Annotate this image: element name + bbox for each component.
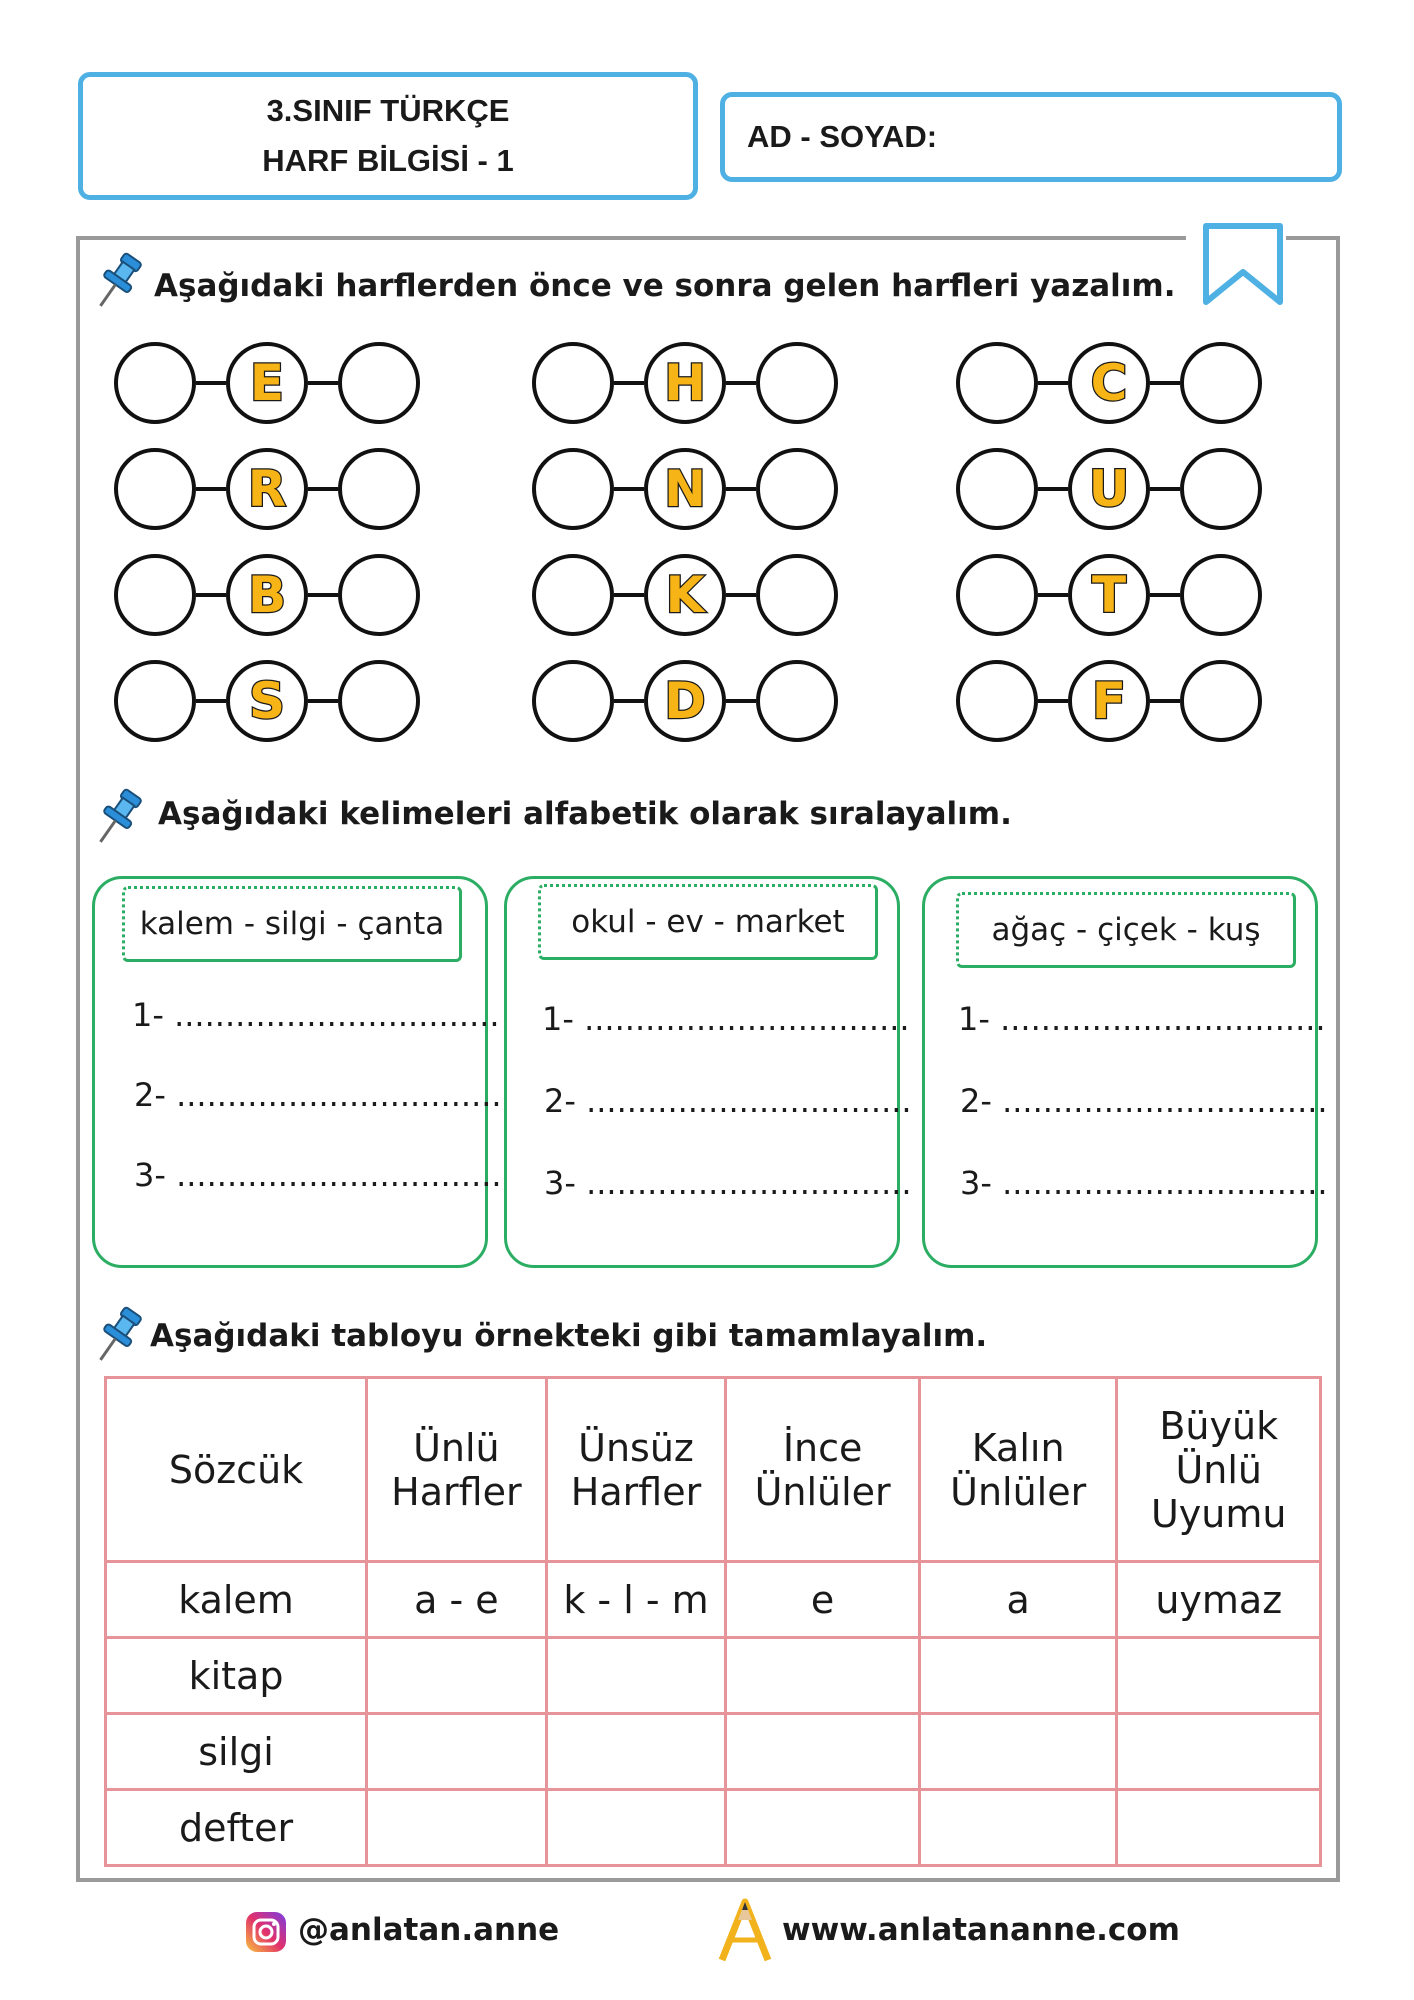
chain-link [614, 593, 644, 597]
given-letter: U [1088, 460, 1130, 518]
answer-cell[interactable] [726, 1714, 920, 1790]
chain-link [1038, 487, 1068, 491]
answer-cell[interactable] [367, 1638, 547, 1714]
answer-circle[interactable] [956, 660, 1038, 742]
answer-cell[interactable] [726, 1638, 920, 1714]
answer-line[interactable]: 2- ................................ [960, 1082, 1328, 1120]
header-cell: Ünlü Harfler [367, 1378, 547, 1562]
answer-circle[interactable] [532, 554, 614, 636]
chain-link [614, 699, 644, 703]
title-line-2: HARF BİLGİSİ - 1 [262, 143, 514, 178]
chain-link [1038, 593, 1068, 597]
chain-link [726, 699, 756, 703]
answer-circle[interactable] [1180, 554, 1262, 636]
word-cell: kitap [106, 1638, 367, 1714]
answer-line[interactable]: 3- ................................ [544, 1164, 912, 1202]
answer-circle[interactable] [956, 554, 1038, 636]
pencil-a-logo-icon [716, 1898, 774, 1964]
table-cell: a - e [367, 1562, 547, 1638]
title-box [78, 72, 698, 200]
word-list-1: kalem - silgi - çanta [122, 886, 462, 962]
instagram-handle[interactable]: @anlatan.anne [298, 1912, 560, 1948]
table-cell: uymaz [1117, 1562, 1321, 1638]
given-letter: R [247, 460, 287, 518]
answer-cell[interactable] [1117, 1714, 1321, 1790]
answer-circle[interactable] [338, 342, 420, 424]
chain-link [308, 487, 338, 491]
title-line-1: 3.SINIF TÜRKÇE [266, 93, 510, 128]
answer-line[interactable]: 1- ................................ [958, 1000, 1326, 1038]
letter-table [104, 1376, 1322, 1867]
header-cell: Ünsüz Harfler [546, 1378, 726, 1562]
answer-circle[interactable] [956, 448, 1038, 530]
answer-circle[interactable] [114, 554, 196, 636]
header-cell: Sözcük [106, 1378, 367, 1562]
answer-circle[interactable] [114, 448, 196, 530]
name-label: AD - SOYAD: [747, 119, 938, 154]
chain-link [726, 381, 756, 385]
given-letter: T [1091, 566, 1127, 624]
answer-line[interactable]: 1- ................................ [542, 1000, 910, 1038]
answer-circle[interactable] [338, 448, 420, 530]
word-list-3: ağaç - çiçek - kuş [956, 892, 1296, 968]
answer-line[interactable]: 2- ................................ [134, 1076, 502, 1114]
answer-circle[interactable] [532, 448, 614, 530]
instagram-icon [244, 1910, 288, 1954]
answer-circle[interactable] [756, 554, 838, 636]
table-header-row [106, 1378, 1321, 1562]
bookmark-icon [1200, 222, 1286, 308]
pushpin-icon [92, 1302, 148, 1372]
chain-link [308, 699, 338, 703]
word-cell: kalem [106, 1562, 367, 1638]
table-row [106, 1638, 1321, 1714]
chain-link [1038, 381, 1068, 385]
table-cell: a [919, 1562, 1117, 1638]
answer-line[interactable]: 3- ................................ [960, 1164, 1328, 1202]
answer-circle[interactable] [756, 660, 838, 742]
answer-cell[interactable] [1117, 1638, 1321, 1714]
chain-link [726, 593, 756, 597]
header-cell: İnce Ünlüler [726, 1378, 920, 1562]
website-link[interactable]: www.anlatananne.com [782, 1912, 1180, 1948]
answer-cell[interactable] [919, 1714, 1117, 1790]
answer-circle[interactable] [1180, 342, 1262, 424]
chain-link [1038, 699, 1068, 703]
chain-link [196, 699, 226, 703]
chain-link [1150, 381, 1180, 385]
answer-circle[interactable] [756, 342, 838, 424]
given-letter: E [249, 354, 285, 412]
table-row [106, 1562, 1321, 1638]
answer-line[interactable]: 3- ................................ [134, 1156, 502, 1194]
section2-instruction: Aşağıdaki kelimeleri alfabetik olarak sıralayalım. [158, 796, 1012, 832]
answer-circle[interactable] [338, 554, 420, 636]
answer-cell[interactable] [546, 1638, 726, 1714]
answer-circle[interactable] [532, 660, 614, 742]
header-cell: Kalın Ünlüler [919, 1378, 1117, 1562]
answer-circle[interactable] [1180, 448, 1262, 530]
word-cell: defter [106, 1790, 367, 1866]
pushpin-icon [92, 784, 148, 854]
table-cell: k - l - m [546, 1562, 726, 1638]
given-letter: N [664, 460, 706, 518]
chain-link [308, 381, 338, 385]
chain-link [726, 487, 756, 491]
given-letter: B [247, 566, 287, 624]
section3-instruction: Aşağıdaki tabloyu örnekteki gibi tamamlayalım. [150, 1318, 988, 1354]
pushpin-icon [92, 248, 148, 318]
chain-link [1150, 593, 1180, 597]
chain-link [196, 487, 226, 491]
answer-cell[interactable] [367, 1714, 547, 1790]
answer-circle[interactable] [532, 342, 614, 424]
chain-link [1150, 487, 1180, 491]
chain-link [614, 487, 644, 491]
table-cell: e [726, 1562, 920, 1638]
given-letter: K [665, 566, 705, 624]
answer-cell[interactable] [1117, 1790, 1321, 1866]
answer-circle[interactable] [114, 342, 196, 424]
chain-link [196, 381, 226, 385]
table-row [106, 1790, 1321, 1866]
answer-cell[interactable] [919, 1638, 1117, 1714]
given-letter: D [664, 672, 706, 730]
chain-link [614, 381, 644, 385]
chain-link [1150, 699, 1180, 703]
section1-instruction: Aşağıdaki harflerden önce ve sonra gelen harfleri yazalım. [154, 268, 1176, 304]
answer-cell[interactable] [367, 1790, 547, 1866]
answer-circle[interactable] [338, 660, 420, 742]
word-list-2: okul - ev - market [538, 884, 878, 960]
given-letter: H [664, 354, 706, 412]
answer-cell[interactable] [546, 1790, 726, 1866]
answer-circle[interactable] [1180, 660, 1262, 742]
answer-cell[interactable] [726, 1790, 920, 1866]
answer-circle[interactable] [956, 342, 1038, 424]
name-field[interactable] [720, 92, 1342, 182]
word-cell: silgi [106, 1714, 367, 1790]
answer-circle[interactable] [114, 660, 196, 742]
chain-link [196, 593, 226, 597]
answer-line[interactable]: 1- ................................ [132, 996, 500, 1034]
given-letter: F [1091, 672, 1127, 730]
given-letter: C [1090, 354, 1128, 412]
answer-line[interactable]: 2- ................................ [544, 1082, 912, 1120]
answer-circle[interactable] [756, 448, 838, 530]
header-cell: Büyük Ünlü Uyumu [1117, 1378, 1321, 1562]
answer-cell[interactable] [546, 1714, 726, 1790]
table-row [106, 1714, 1321, 1790]
answer-cell[interactable] [919, 1790, 1117, 1866]
chain-link [308, 593, 338, 597]
given-letter: S [248, 672, 285, 730]
